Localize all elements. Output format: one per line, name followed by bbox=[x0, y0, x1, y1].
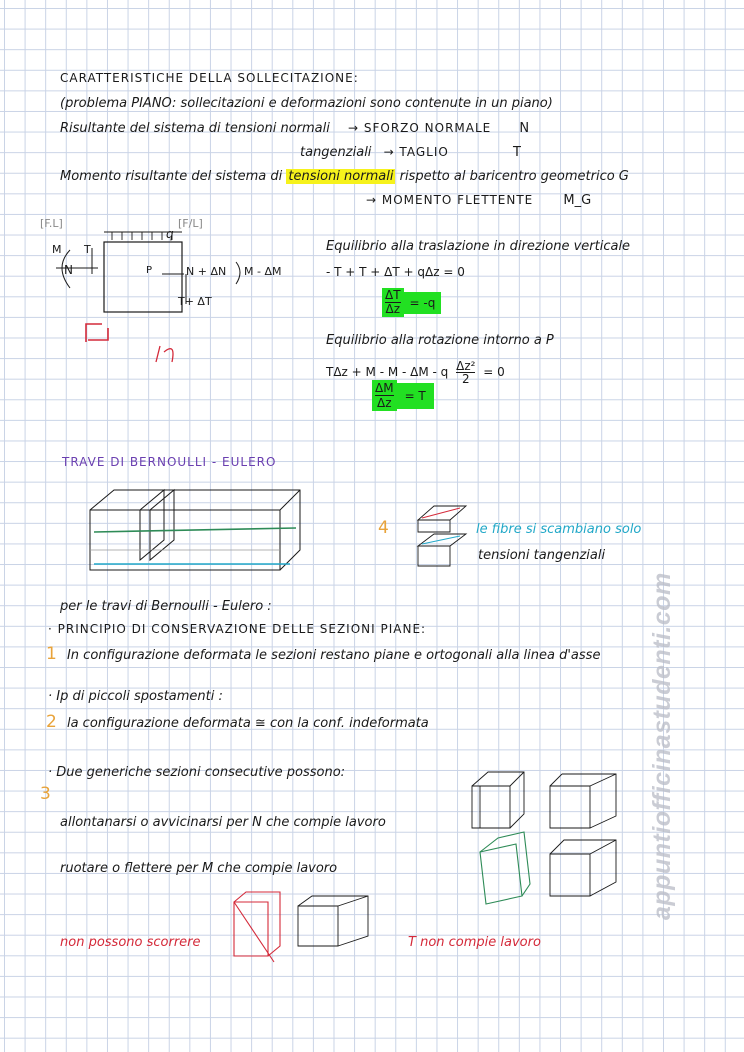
risultante-prefix: Risultante del sistema di tensioni normali bbox=[60, 121, 330, 136]
eq-rotation-fraction bbox=[456, 360, 475, 385]
momento-line bbox=[60, 170, 629, 183]
fbd-n: N bbox=[64, 263, 73, 277]
note-4-number: 4 bbox=[378, 518, 389, 538]
fiber-block-drawing bbox=[410, 490, 474, 570]
item-2-number: 2 bbox=[46, 712, 57, 732]
note-4-text-line1: le fibre si scambiano solo bbox=[476, 522, 642, 537]
t-non-compie-lavoro: T non compie lavoro bbox=[408, 935, 541, 950]
frac-den-dz: Δz bbox=[385, 302, 401, 316]
tangenziali-label: tangenziali bbox=[300, 145, 372, 160]
section-sketches bbox=[466, 766, 636, 926]
fbd-label-q: q bbox=[166, 227, 174, 241]
momento-suffix: rispetto al baricentro geometrico G bbox=[399, 169, 629, 184]
risultante-line bbox=[60, 122, 529, 135]
frac-den-2: 2 bbox=[461, 372, 470, 386]
frac-num-dm: ΔM bbox=[375, 381, 394, 395]
fbd-right-n: N + ΔN bbox=[186, 265, 227, 278]
symbol-n: N bbox=[519, 121, 530, 136]
due-sezioni-line: · Due generiche sezioni consecutive possono: bbox=[48, 765, 346, 780]
eq-rotation-result bbox=[372, 380, 434, 411]
momento-prefix: Momento risultante del sistema di bbox=[60, 169, 283, 184]
fbd-m: M bbox=[52, 243, 62, 256]
eq-vertical-rhs: = -q bbox=[404, 292, 442, 314]
taglio-line bbox=[300, 146, 521, 159]
beam-title: TRAVE DI BERNOULLI - EULERO bbox=[62, 455, 277, 469]
allontanarsi-line: allontanarsi o avvicinarsi per N che compie lavoro bbox=[60, 815, 386, 830]
fbd-label-left: [F.L] bbox=[40, 217, 63, 230]
eq-vertical-result bbox=[382, 288, 441, 317]
frac-num-dt: ΔT bbox=[385, 288, 401, 302]
ip-line: · Ip di piccoli spostamenti : bbox=[48, 689, 223, 704]
item-3-number: 3 bbox=[40, 784, 51, 804]
symbol-t: T bbox=[512, 145, 521, 160]
item-1-number: 1 bbox=[46, 644, 57, 664]
eq-vertical-title: Equilibrio alla traslazione in direzione verticale bbox=[326, 239, 631, 254]
shear-sketches bbox=[228, 886, 388, 966]
item-2 bbox=[46, 714, 429, 731]
sforzo-normale: → SFORZO NORMALE bbox=[348, 121, 492, 135]
momento-flettente: → MOMENTO FLETTENTE bbox=[366, 193, 534, 207]
item-2-text: la configurazione deformata ≅ con la conf. indeformata bbox=[66, 716, 429, 731]
eq-vertical-fraction bbox=[382, 288, 404, 317]
principio-line: · PRINCIPIO DI CONSERVAZIONE DELLE SEZIONI PIANE: bbox=[48, 622, 427, 636]
watermark: appuntiofficinastudenti.com bbox=[648, 572, 676, 920]
ruotare-line: ruotare o flettere per M che compie lavoro bbox=[60, 861, 338, 876]
eq-rotation-end: = 0 bbox=[483, 365, 505, 379]
fbd-right-t: T+ ΔT bbox=[178, 295, 212, 308]
fbd-t: T bbox=[84, 243, 91, 256]
item-1 bbox=[46, 646, 600, 663]
momento-result-line bbox=[366, 194, 591, 207]
eq-rotation-rhs: = T bbox=[397, 383, 434, 409]
eq-vertical: - T + T + ΔT + qΔz = 0 bbox=[326, 265, 465, 279]
eq-rotation-result-fraction bbox=[372, 380, 397, 411]
highlight-tensioni-normali: tensioni normali bbox=[288, 169, 394, 184]
taglio-result: → TAGLIO bbox=[383, 145, 449, 159]
problem-plane-note: (problema PIANO: sollecitazioni e deformazioni sono contenute in un piano) bbox=[60, 96, 553, 111]
fbd-label-bracket: [F/L] bbox=[178, 217, 203, 230]
eq-rotation-title: Equilibrio alla rotazione intorno a P bbox=[326, 333, 554, 348]
beam-drawing bbox=[80, 480, 310, 580]
note-4-text-line2: tensioni tangenziali bbox=[478, 548, 606, 563]
page-heading: CARATTERISTICHE DELLA SOLLECITAZIONE: bbox=[60, 71, 359, 85]
frac-den-dz: Δz bbox=[377, 396, 392, 410]
frac-num-dz2: Δz² bbox=[456, 359, 476, 373]
symbol-mg: M_G bbox=[563, 193, 592, 208]
fbd-p: P bbox=[146, 265, 153, 276]
per-travi-line: per le travi di Bernoulli - Eulero : bbox=[60, 599, 272, 614]
fbd-right-m: M - ΔM bbox=[244, 265, 282, 278]
item-1-text: In configurazione deformata le sezioni restano piane e ortogonali alla linea d'asse bbox=[66, 648, 601, 663]
eq-rotation-body: TΔz + M - M - ΔM - q bbox=[326, 365, 449, 379]
non-possono-scorrere: non possono scorrere bbox=[60, 935, 201, 950]
